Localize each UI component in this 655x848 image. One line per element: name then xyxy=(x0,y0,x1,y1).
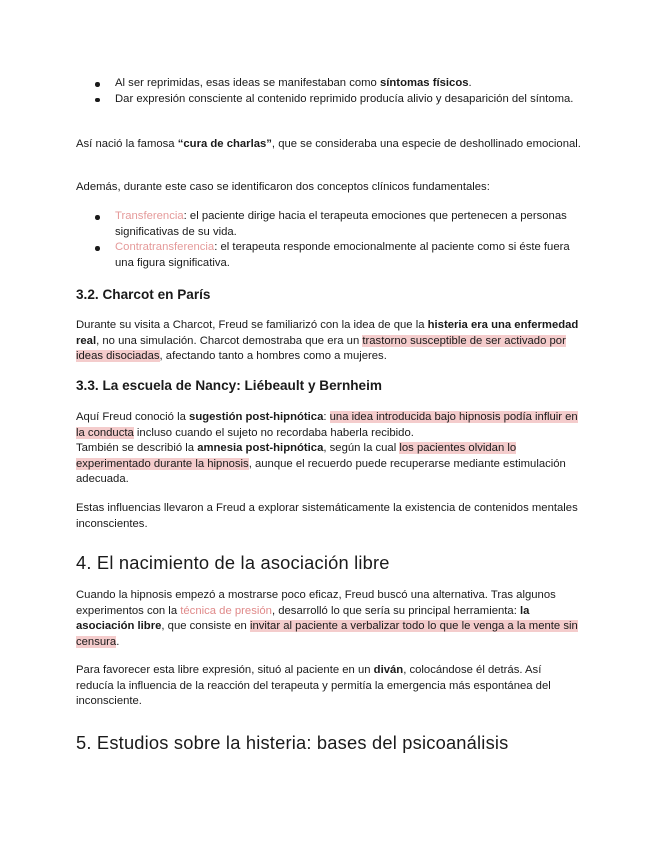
bold-text: sugestión post-hipnótica xyxy=(189,411,324,423)
paragraph-nancy xyxy=(76,410,582,488)
text: . xyxy=(468,77,472,89)
heading-asociacion-libre: 4. El nacimiento de la asociación libre xyxy=(76,552,390,573)
text: Cuando la hipnosis empezó a mostrarse poco eficaz, Freud buscó una alternativa. Tras algunos experimentos con la xyxy=(76,589,556,617)
bullet-list-represion xyxy=(76,76,582,107)
paragraph-divan xyxy=(76,663,582,710)
highlighted-text: los pacientes olvidan lo experimentado durante la hipnosis xyxy=(76,442,517,470)
paragraph-asociacion xyxy=(76,588,582,650)
list-item xyxy=(76,240,582,271)
bold-text: histeria era una enfermedad real xyxy=(76,319,579,347)
text: . xyxy=(116,635,120,648)
bullet-list-concepts xyxy=(76,209,582,271)
list-item xyxy=(76,92,582,108)
text: : el paciente dirige hacia el terapeuta emociones que pertenecen a personas significativas de su vida. xyxy=(115,210,567,238)
heading-estudios-histeria: 5. Estudios sobre la histeria: bases del psicoanálisis xyxy=(76,732,509,753)
text: , colocándose él detrás. Así reducía la influencia de la reacción del terapeuta y permitía la emergencia más espontánea del inconsciente. xyxy=(76,664,551,707)
text: Dar expresión consciente al contenido reprimido producía alivio y desaparición del síntoma. xyxy=(115,92,574,105)
link-tecnica-de-presion[interactable]: técnica de presión xyxy=(180,604,272,617)
highlighted-text: trastorno susceptible de ser activado por ideas disociadas xyxy=(76,334,566,362)
text: : el terapeuta responde emocionalmente al paciente como si éste fuera una figura significativa. xyxy=(115,241,570,269)
bold-text: síntomas físicos xyxy=(379,77,469,89)
text: Durante su visita a Charcot, Freud se familiarizó con la idea de que la xyxy=(76,319,428,331)
text: , afectando tanto a hombres como a mujeres. xyxy=(159,350,387,362)
paragraph-charcot xyxy=(76,318,582,365)
text: , según la cual xyxy=(323,442,400,454)
heading-nancy: 3.3. La escuela de Nancy: Liébeault y Bernheim xyxy=(76,378,382,393)
text: , desarrolló lo que sería su principal herramienta: xyxy=(271,604,520,617)
text: incluso cuando el sujeto no recordaba haberla recibido. xyxy=(133,426,414,439)
text: , que consiste en xyxy=(161,620,250,632)
paragraph-cura xyxy=(76,137,582,153)
text: , que se consideraba una especie de deshollinado emocional. xyxy=(271,138,581,150)
paragraph-influencias: Estas influencias llevaron a Freud a explorar sistemáticamente la existencia de contenidos mentales inconscientes. xyxy=(76,502,578,530)
text: También se describió la xyxy=(76,442,198,454)
bold-text: la asociación libre xyxy=(76,604,530,632)
text: : xyxy=(323,411,330,423)
bold-text: diván xyxy=(373,664,404,676)
text: Para favorecer esta libre expresión, situó al paciente en un xyxy=(76,664,374,676)
heading-charcot: 3.2. Charcot en París xyxy=(76,287,211,302)
list-item xyxy=(76,76,582,92)
highlighted-text: invitar al paciente a verbalizar todo lo que le venga a la mente sin censura xyxy=(76,620,578,648)
link-contratransferencia[interactable]: Contratransferencia xyxy=(115,241,215,253)
text: , aunque el recuerdo puede recuperarse mediante estimulación adecuada. xyxy=(76,457,566,485)
highlighted-text: una idea introducida bajo hipnosis podía influir en la conducta xyxy=(76,411,578,439)
text: , no una simulación. Charcot demostraba que era un xyxy=(96,334,363,347)
link-transferencia[interactable]: Transferencia xyxy=(115,210,184,222)
text: Así nació la famosa xyxy=(76,138,178,150)
text: Aquí Freud conoció la xyxy=(76,411,190,423)
bold-text: “cura de charlas” xyxy=(177,138,272,150)
text: Al ser reprimidas, esas ideas se manifestaban como xyxy=(115,77,380,89)
paragraph-ademas: Además, durante este caso se identificaron dos conceptos clínicos fundamentales: xyxy=(76,181,490,193)
bold-text: amnesia post-hipnótica xyxy=(197,442,324,454)
list-item xyxy=(76,209,582,240)
